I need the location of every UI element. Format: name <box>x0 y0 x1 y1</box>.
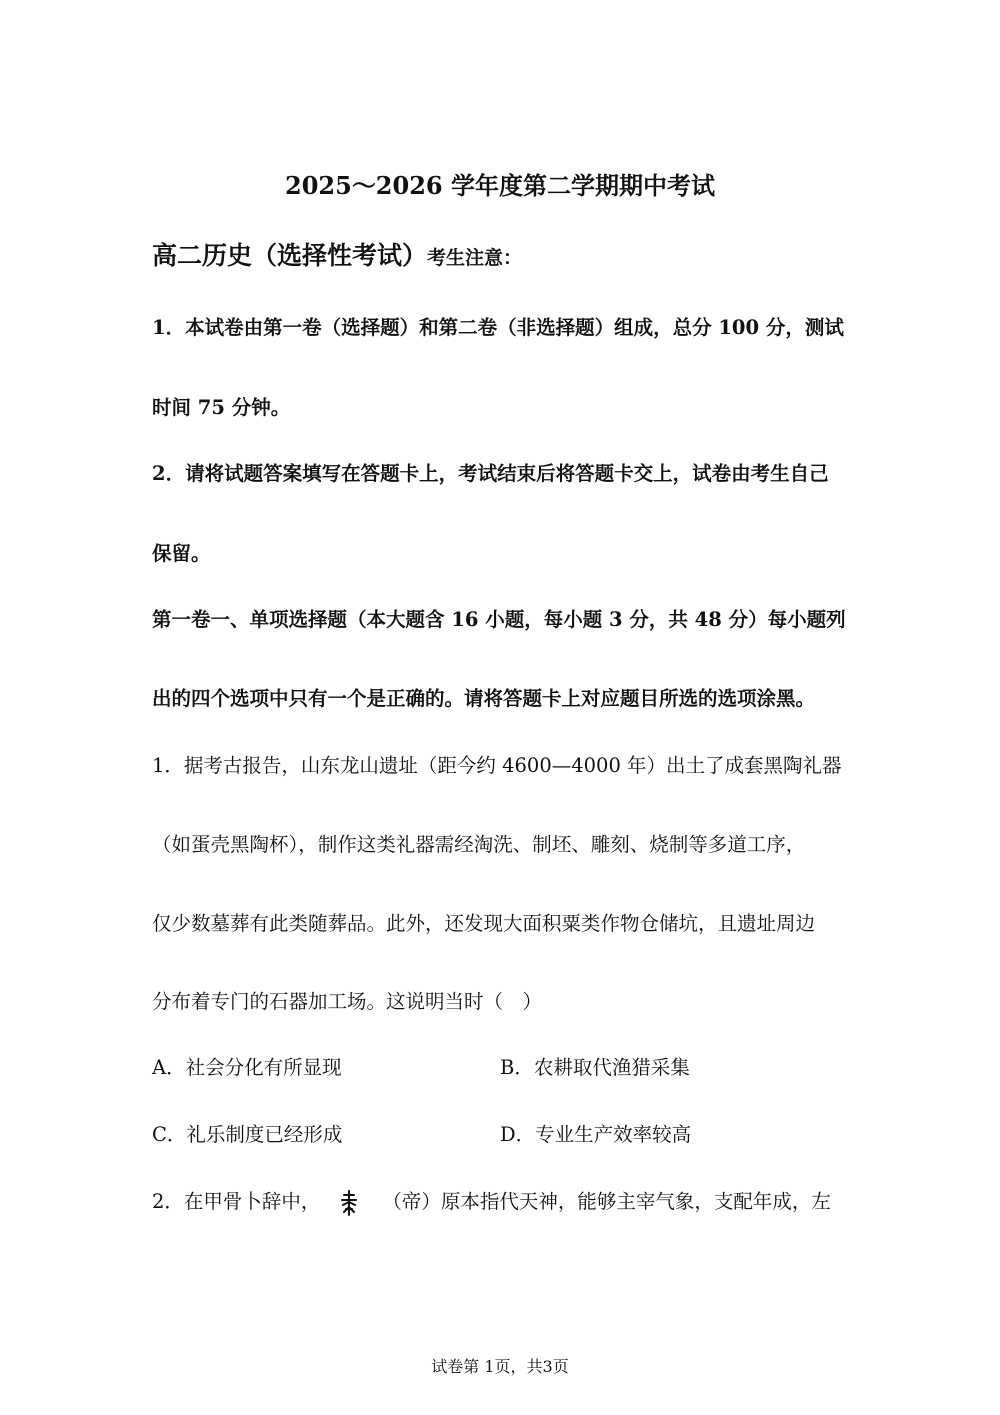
notice-1-line-1: 1．本试卷由第一卷（选择题）和第二卷（非选择题）组成，总分 100 分，测试 <box>152 316 844 339</box>
question-2-suffix: （帝）原本指代天神，能够主宰气象，支配年成，左 <box>382 1190 831 1213</box>
subtitle-row <box>152 243 522 271</box>
notice-2-line-1: 2．请将试题答案填写在答题卡上，考试结束后将答题卡交上，试卷由考生自己 <box>152 462 829 485</box>
section-heading-line-2: 出的四个选项中只有一个是正确的。请将答题卡上对应题目所选的选项涂黑。 <box>152 687 816 710</box>
question-1-option-d: D．专业生产效率较高 <box>500 1123 692 1146</box>
subject-title: 高二历史（选择性考试） <box>152 241 428 270</box>
question-1-option-b: B．农耕取代渔猎采集 <box>500 1056 690 1079</box>
question-2-prefix: 2．在甲骨卜辞中， <box>152 1190 321 1213</box>
question-1-line-3: 仅少数墓葬有此类随葬品。此外，还发现大面积粟类作物仓储坑，且遗址周边 <box>152 912 816 935</box>
question-1-line-2: （如蛋壳黑陶杯），制作这类礼器需经淘洗、制坯、雕刻、烧制等多道工序， <box>152 833 806 856</box>
question-1-option-c: C．礼乐制度已经形成 <box>152 1123 343 1146</box>
section-heading-line-1: 第一卷一、单项选择题（本大题含 16 小题，每小题 3 分，共 48 分）每小题列 <box>152 608 846 631</box>
oracle-bone-di-glyph-icon <box>338 1190 360 1216</box>
question-1-line-1: 1．据考古报告，山东龙山遗址（距今约 4600—4000 年）出土了成套黑陶礼器 <box>152 754 842 777</box>
page-footer: 试卷第 1页，共3页 <box>431 1357 569 1376</box>
question-1-option-a: A．社会分化有所显现 <box>152 1056 342 1079</box>
notice-1-line-2: 时间 75 分钟。 <box>152 396 291 419</box>
question-2-line-1 <box>152 1189 831 1216</box>
question-1-line-4: 分布着专门的石器加工场。这说明当时（ ） <box>152 990 543 1013</box>
notice-label: 考生注意： <box>427 247 523 269</box>
exam-title: 2025～2026 学年度第二学期期中考试 <box>285 171 715 200</box>
notice-2-line-2: 保留。 <box>152 542 211 565</box>
